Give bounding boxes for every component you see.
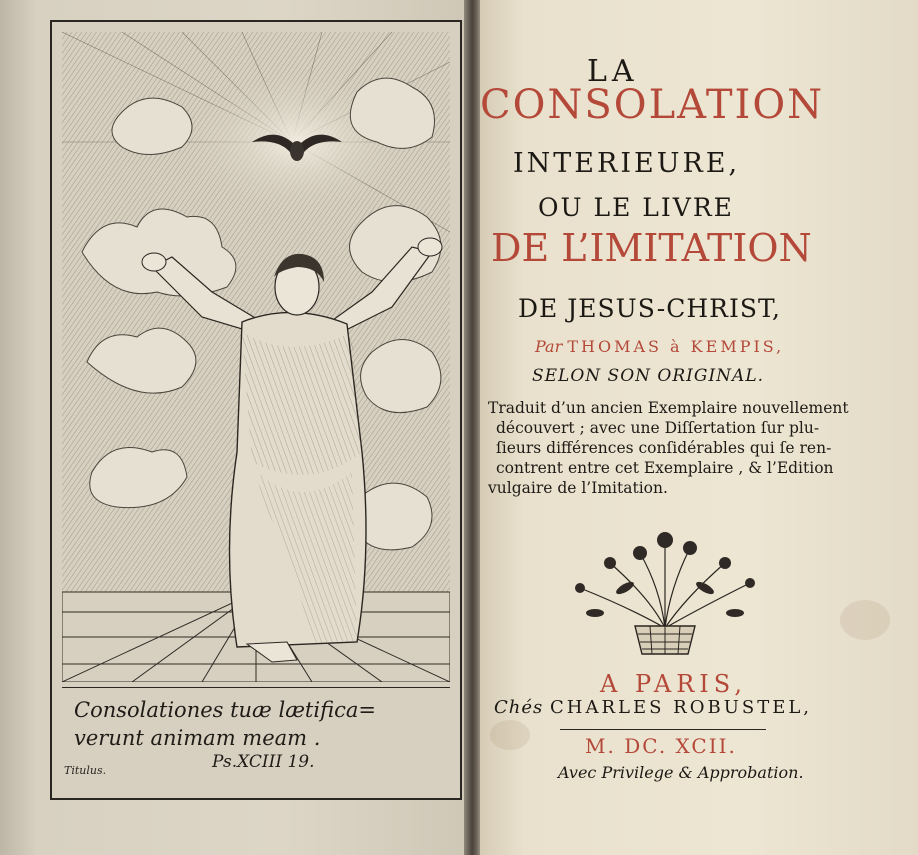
title-la: LA: [587, 54, 639, 89]
description-line: ſieurs différences conſidérables qui ſe ren-: [496, 439, 832, 457]
author-line: [535, 337, 784, 356]
paper-stain: [490, 720, 530, 750]
imprint-ches: Chés: [494, 697, 544, 718]
imprint-rule: [560, 729, 766, 730]
imprint-privilege: Avec Privilege & Approbation.: [558, 763, 804, 782]
caption-line-1: Consolationes tuæ lætifica=: [74, 698, 376, 722]
title-ou-le-livre: OU LE LIVRE: [538, 193, 734, 222]
caption-line-2: verunt animam meam .: [74, 726, 321, 750]
engraving-plate: [50, 20, 462, 800]
engraving-illustration: [62, 32, 450, 682]
title-page: [480, 0, 918, 855]
selon-line: SELON SON ORIGINAL.: [532, 366, 765, 386]
engraving-caption: [62, 687, 450, 787]
imprint-city: A PARIS,: [600, 670, 748, 698]
description-line: découvert ; avec une Diſſertation ſur plu-: [496, 419, 820, 437]
imprint-year: M. DC. XCII.: [585, 734, 737, 758]
title-consolation: CONSOLATION: [480, 82, 825, 128]
author-name: THOMAS à KEMPIS,: [567, 337, 785, 356]
paper-stain: [840, 600, 890, 640]
title-interieure: INTERIEURE,: [513, 148, 741, 179]
description-line: vulgaire de l’Imitation.: [488, 479, 668, 497]
imprint-printer: CHARLES ROBUSTEL,: [550, 697, 813, 718]
imprint-printer-line: [494, 697, 812, 718]
description-line: Traduit d’un ancien Exemplaire nouvellement: [488, 399, 849, 417]
plate-title: Titulus.: [64, 764, 107, 777]
flower-basket-ornament: [560, 528, 770, 658]
description-block: [488, 398, 878, 498]
title-jesus-christ: DE JESUS-CHRIST,: [518, 294, 781, 323]
basket-icon: [635, 626, 695, 654]
author-prefix: Par: [535, 337, 563, 356]
title-imitation: DE L’IMITATION: [491, 226, 812, 270]
description-line: contrent entre cet Exemplaire , & l’Edition: [496, 459, 834, 477]
psalm-reference: Ps.XCIII 19.: [212, 752, 315, 772]
